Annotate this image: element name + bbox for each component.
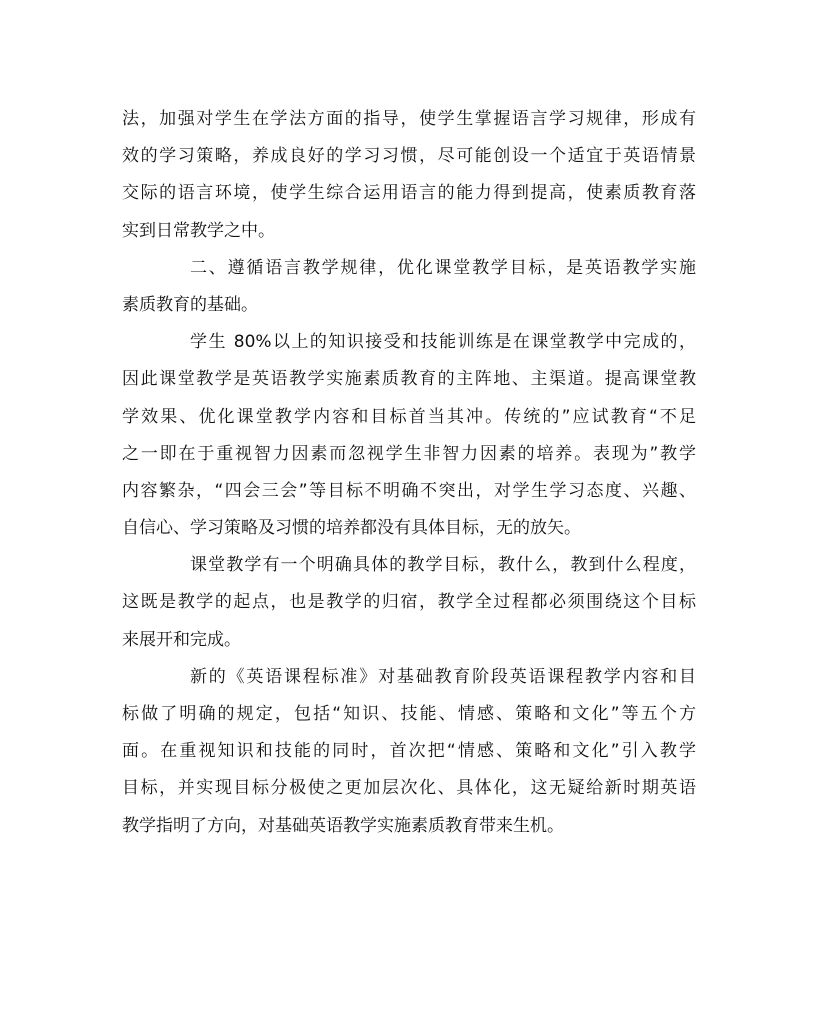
section-heading-line: 二、遵循语言教学规律，优化课堂教学目标，是英语教学实施 (190, 257, 696, 278)
text-line: 之一即在于重视智力因素而忽视学生非智力因素的培养。表现为”教学 (122, 443, 696, 464)
text-line: 目标，并实现目标分极使之更加层次化、具体化，这无疑给新时期英语 (122, 778, 696, 799)
text-line: 实到日常教学之中。 (122, 220, 275, 241)
text-line: 学效果、优化课堂教学内容和目标首当其冲。传统的”应试教育“不足 (122, 406, 696, 427)
body-text (122, 101, 696, 845)
text-line: 面。在重视知识和技能的同时，首次把“情感、策略和文化”引入教学 (122, 741, 696, 762)
text-line: 课堂教学有一个明确具体的教学目标，教什么，教到什么程度， (190, 555, 696, 576)
text-line: 效的学习策略，养成良好的学习习惯，尽可能创设一个适宜于英语情景 (122, 146, 696, 167)
text-line: 自信心、学习策略及习惯的培养都没有具体目标，无的放矢。 (122, 518, 581, 539)
section-heading-line: 素质教育的基础。 (122, 294, 258, 315)
text-line: 新的《英语课程标准》对基础教育阶段英语课程教学内容和目 (190, 666, 696, 687)
text-line: 教学指明了方向，对基础英语教学实施素质教育带来生机。 (122, 815, 564, 836)
text-line: 交际的语言环境，使学生综合运用语言的能力得到提高，使素质教育落 (122, 183, 696, 204)
text-line: 法，加强对学生在学法方面的指导，使学生掌握语言学习规律，形成有 (122, 109, 696, 129)
text-line: 这既是教学的起点，也是教学的归宿，教学全过程都必须围绕这个目标 (122, 592, 696, 613)
text-line: 标做了明确的规定，包括“知识、技能、情感、策略和文化”等五个方 (122, 704, 696, 724)
text-line: 来展开和完成。 (122, 629, 241, 650)
text-line: 因此课堂教学是英语教学实施素质教育的主阵地、主渠道。提高课堂教 (122, 369, 696, 390)
text-line: 学生 80%以上的知识接受和技能训练是在课堂教学中完成的， (190, 332, 696, 353)
text-line: 内容繁杂，“四会三会”等目标不明确不突出，对学生学习态度、兴趣、 (122, 480, 696, 501)
